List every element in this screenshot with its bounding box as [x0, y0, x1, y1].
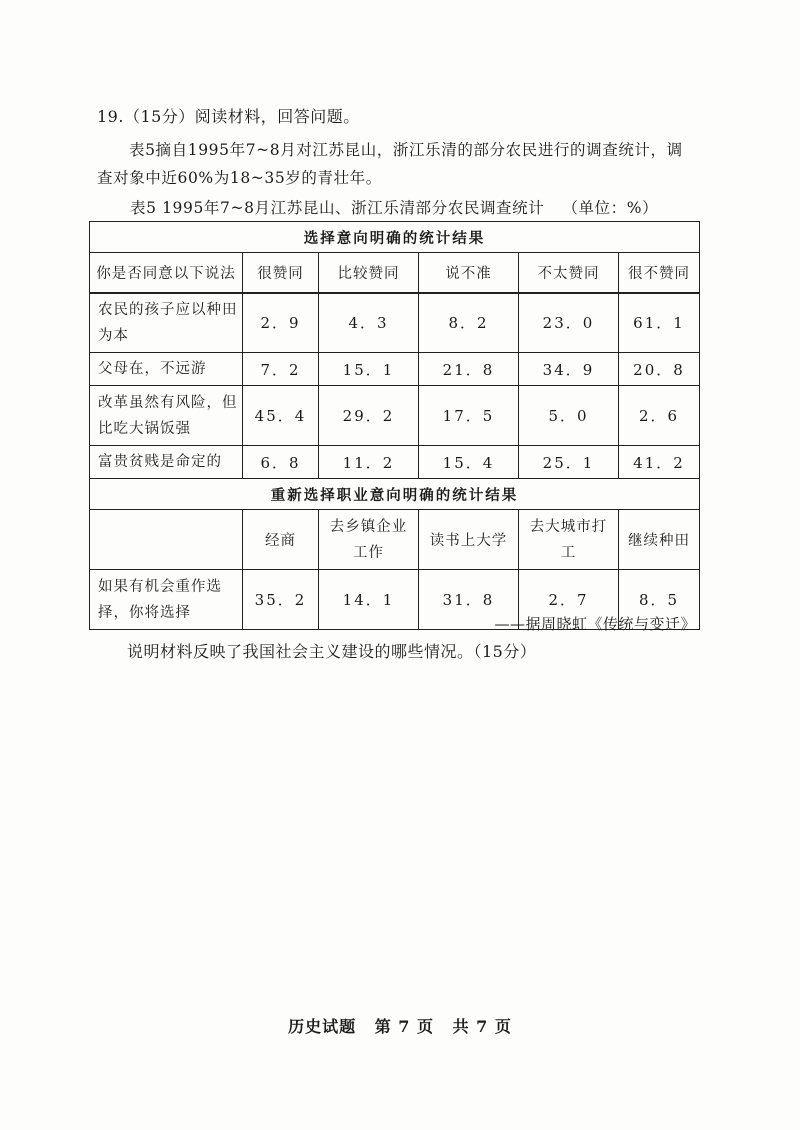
- table-cell: 17．5: [419, 386, 519, 446]
- table-cell: 11．2: [319, 446, 419, 479]
- table-caption: [130, 196, 658, 218]
- column-header: 去乡镇企业工作: [319, 510, 419, 570]
- table-cell: 14．1: [319, 570, 419, 630]
- table-cell: 6．8: [243, 446, 319, 479]
- column-header: 很赞同: [243, 253, 319, 293]
- row-statement: 农民的孩子应以种田为本: [90, 293, 243, 353]
- column-header: 继续种田: [619, 510, 700, 570]
- question-header: 19.（15分）阅读材料，回答问题。: [97, 107, 360, 126]
- table-cell: 21．8: [419, 353, 519, 386]
- section1-title: 选择意向明确的统计结果: [90, 222, 700, 253]
- table-cell: 8．2: [419, 293, 519, 353]
- table-cell: 15．1: [319, 353, 419, 386]
- table-cell: 15．4: [419, 446, 519, 479]
- table-cell: 5．0: [519, 386, 619, 446]
- footer-subject: 历史试题: [288, 1017, 357, 1036]
- table-cell: 29．2: [319, 386, 419, 446]
- table-row: [90, 353, 700, 386]
- table-cell: 7．2: [243, 353, 319, 386]
- table-cell: 4．3: [319, 293, 419, 353]
- column-header: 不太赞同: [519, 253, 619, 293]
- column-header: 比较赞同: [319, 253, 419, 293]
- header-statement-label: 你是否同意以下说法: [90, 253, 243, 293]
- question-prompt: 说明材料反映了我国社会主义建设的哪些情况。（15分）: [127, 642, 537, 661]
- table-cell: 2．6: [619, 386, 700, 446]
- table-cell: 35．2: [243, 570, 319, 630]
- table-row: [90, 446, 700, 479]
- table-cell: 2．7: [519, 570, 619, 630]
- row-statement: 富贵贫贱是命定的: [90, 446, 243, 479]
- column-header: 经商: [243, 510, 319, 570]
- source-citation: ——据周晓虹《传统与变迁》: [494, 615, 696, 633]
- table-cell: 25．1: [519, 446, 619, 479]
- survey-table: [89, 221, 700, 630]
- table-cell: 23．0: [519, 293, 619, 353]
- table-cell: 45．4: [243, 386, 319, 446]
- table-cell: 20．8: [619, 353, 700, 386]
- footer-total: 共 7 页: [452, 1017, 512, 1036]
- table-row: [90, 386, 700, 446]
- table-cell: 8．5: [619, 570, 700, 630]
- column-header: 说不准: [419, 253, 519, 293]
- row-statement: 改革虽然有风险，但比吃大锅饭强: [90, 386, 243, 446]
- table-row: [90, 293, 700, 353]
- section2-title: 重新选择职业意向明确的统计结果: [90, 479, 700, 510]
- intro-paragraph: 表5摘自1995年7~8月对江苏昆山，浙江乐清的部分农民进行的调查统计，调查对象中近60%为18~35岁的青壮年。: [97, 141, 683, 187]
- table-cell: 34．9: [519, 353, 619, 386]
- column-header: 读书上大学: [419, 510, 519, 570]
- table-cell: 2．9: [243, 293, 319, 353]
- table-cell: 31．8: [419, 570, 519, 630]
- empty-header-cell: [90, 510, 243, 570]
- row-statement: 父母在，不远游: [90, 353, 243, 386]
- table-caption-text: 表5 1995年7~8月江苏昆山、浙江乐清部分农民调查统计: [130, 199, 545, 217]
- column-header: 很不赞同: [619, 253, 700, 293]
- column-header: 去大城市打工: [519, 510, 619, 570]
- table-cell: 61．1: [619, 293, 700, 353]
- table-cell: 41．2: [619, 446, 700, 479]
- footer-page: 第 7 页: [374, 1017, 434, 1036]
- row-statement: 如果有机会重作选择，你将选择: [90, 570, 243, 630]
- table-unit: （单位：%）: [562, 199, 659, 217]
- page-footer: [0, 1014, 800, 1037]
